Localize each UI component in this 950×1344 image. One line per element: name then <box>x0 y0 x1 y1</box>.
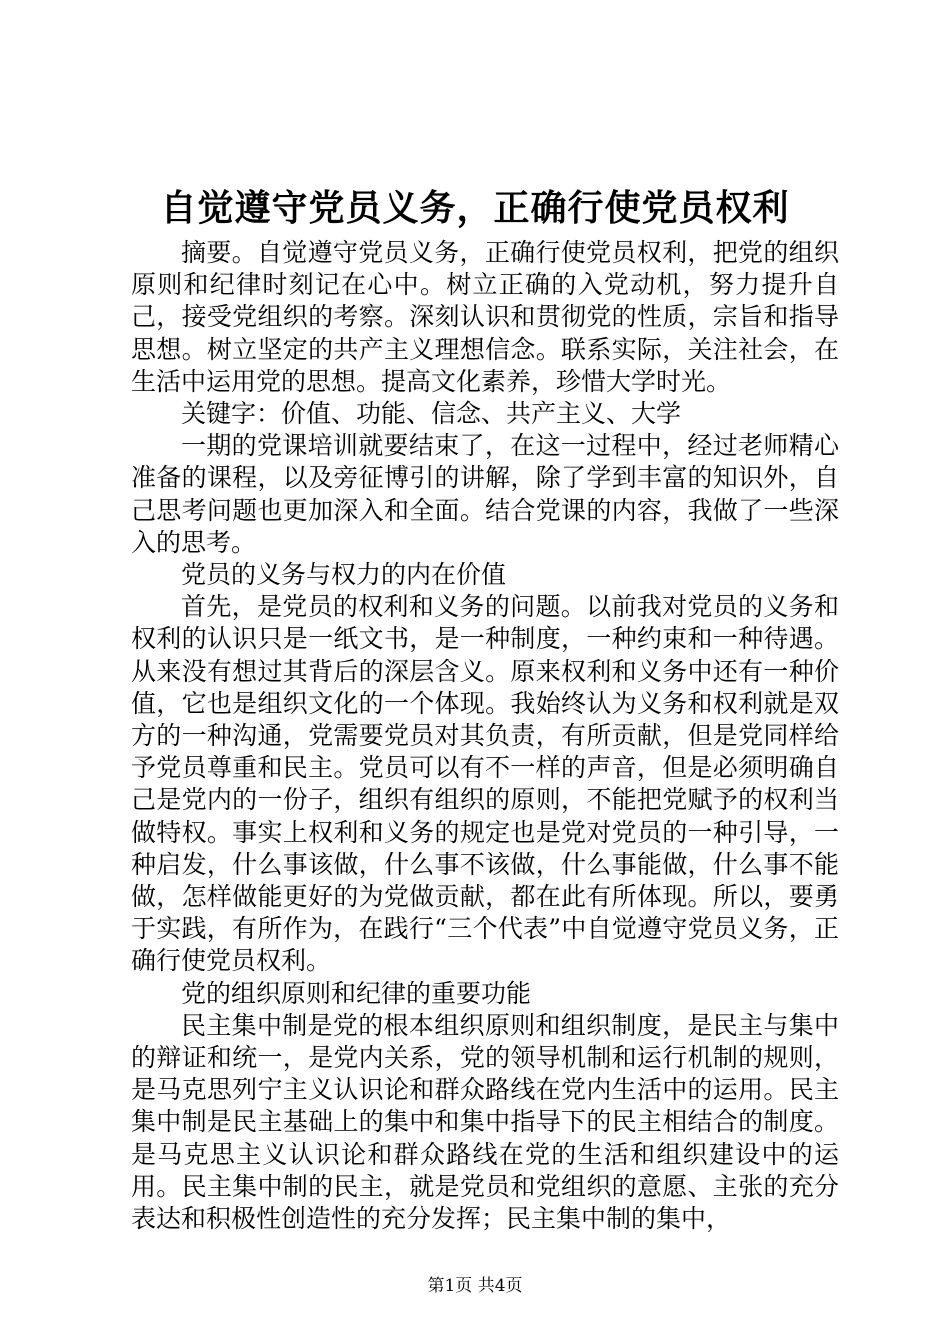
document-title: 自觉遵守党员义务，正确行使党员权利 <box>160 187 790 229</box>
section-heading-organization-principles: 党的组织原则和纪律的重要功能 <box>181 978 532 1008</box>
keywords-line: 关键字：价值、功能、信念、共产主义、大学 <box>181 399 682 429</box>
abstract-paragraph: 摘要。自觉遵守党员义务，正确行使党员权利，把党的组织原则和纪律时刻记在心中。树立正确的入党动机，努力提升自己，接受党组织的考察。深刻认识和贯彻党的性质，宗旨和指导思想。树立坚定的共产主义理想信念。联系实际，关注社会，在生活中运用党的思想。提高文化素养，珍惜大学时光。 <box>131 238 839 396</box>
document-body <box>131 237 839 1235</box>
page-footer: 第1页 共4页 <box>427 1276 523 1296</box>
intro-paragraph: 一期的党课培训就要结束了，在这一过程中，经过老师精心准备的课程，以及旁征博引的讲解，除了学到丰富的知识外，自己思考问题也更加深入和全面。结合党课的内容，我做了一些深入的思考。 <box>131 431 839 557</box>
rights-duties-paragraph: 首先，是党员的权利和义务的问题。以前我对党员的义务和权利的认识只是一纸文书，是一种制度，一种约束和一种待遇。从来没有想过其背后的深层含义。原来权利和义务中还有一种价值，它也是组织文化的一个体现。我始终认为义务和权利就是双方的一种沟通，党需要党员对其负责，有所贡献，但是党同样给予党员尊重和民主。党员可以有不一样的声音，但是必须明确自己是党内的一份子，组织有组织的原则，不能把党赋予的权利当做特权。事实上权利和义务的规定也是党对党员的一种引导，一种启发，什么事该做，什么事不该做，什么事能做，什么事不能做，怎样做能更好的为党做贡献，都在此有所体现。所以，要勇于实践，有所作为，在践行“三个代表”中自觉遵守党员义务，正确行使党员权利。 <box>131 592 839 976</box>
section-heading-rights-value: 党员的义务与权力的内在价值 <box>181 560 507 590</box>
democratic-centralism-paragraph: 民主集中制是党的根本组织原则和组织制度，是民主与集中的辩证和统一，是党内关系，党的领导机制和运行机制的规则，是马克思列宁主义认识论和群众路线在党内生活中的运用。民主集中制是民主基础上的集中和集中指导下的民主相结合的制度。是马克思主义认识论和群众路线在党的生活和组织建设中的运用。民主集中制的民主，就是党员和党组织的意愿、主张的充分表达和积极性创造性的充分发挥；民主集中制的集中， <box>131 1010 839 1234</box>
